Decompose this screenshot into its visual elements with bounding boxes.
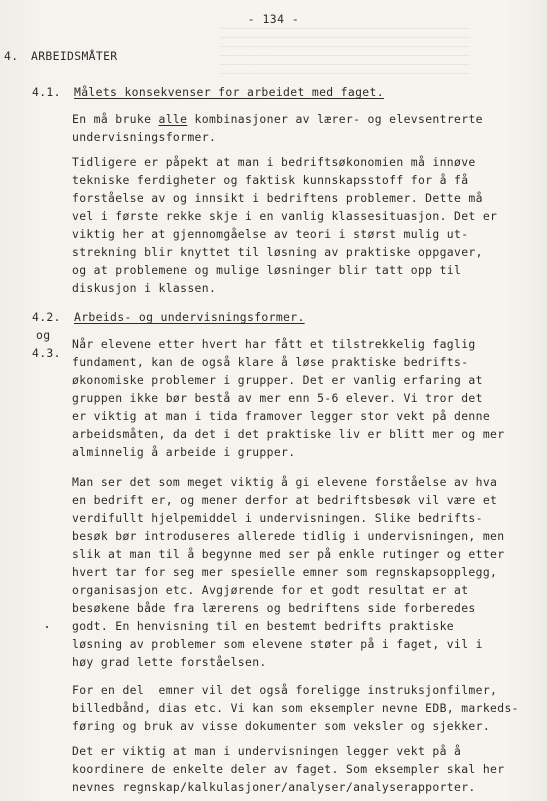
paragraph-line: en bedrift er, og mener derfor at bedriftsbesøk vil være et [72, 493, 498, 507]
paragraph-line: Det er viktig at man i undervisningen legger vekt på å [72, 744, 462, 758]
section-number: 4. [4, 49, 19, 63]
paragraph-line: Når elevene etter hvert har fått et tilstrekkelig faglig [72, 337, 476, 351]
subsection-number-4-1: 4.1. [32, 85, 61, 99]
paragraph-line: strekning blir knyttet til løsning av praktiske oppgaver, [72, 245, 483, 259]
paragraph-line: høy grad lette forståelsen. [72, 655, 267, 669]
page-number: - 134 - [247, 12, 300, 26]
paragraph-line: gruppen ikke bør bestå av mer enn 5-6 elever. Vi tror det [72, 391, 483, 405]
paragraph-line: føring og bruk av visse dokumenter som veksler og sjekker. [72, 719, 491, 733]
text-segment: kombinasjoner av lærer- og elevsentrerte [187, 112, 483, 126]
paragraph-line: besøk bør introduseres allerede tidlig i undervisningen, men [72, 529, 505, 543]
paragraph-line: er viktig at man i tida framover legger stor vekt på denne [72, 409, 491, 423]
bleed-through-text [220, 28, 470, 78]
paragraph-line: undervisningsformer. [72, 130, 217, 144]
paragraph-line: verdifullt hjelpemiddel i undervisningen. Slike bedrifts- [72, 511, 483, 525]
paragraph-line: For en del emner vil det også foreligge instruksjonfilmer, [72, 683, 498, 697]
paragraph-line: organisasjon etc. Avgjørende for et godt resultat er at [72, 583, 469, 597]
paragraph-line: Man ser det som meget viktig å gi elevene forståelse av hva [72, 475, 498, 489]
paragraph-line: Tidligere er påpekt at man i bedriftsøkonomien må innøve [72, 155, 476, 169]
paragraph-line: billedbånd, dias etc. Vi kan som eksempler nevne EDB, markeds- [72, 701, 519, 715]
text-segment: En må bruke [72, 112, 159, 126]
margin-mark [46, 626, 48, 628]
subsection-number-4-3: 4.3. [32, 346, 61, 360]
paragraph-line: alminnelig å arbeide i grupper. [72, 445, 296, 459]
subsection-number-4-2: 4.2. [32, 310, 61, 324]
paragraph-line: hvert tar for seg mer spesielle emner som regnskapsopplegg, [72, 565, 498, 579]
paragraph-line: tekniske ferdigheter og faktisk kunnskapsstoff for å få [72, 173, 469, 187]
paragraph-line: nevnes regnskap/kalkulasjoner/analyser/analyserapporter. [72, 780, 476, 794]
subsection-title-4-2: Arbeids- og undervisningsformer. [74, 310, 305, 324]
paragraph-line: løsning av problemer som elevene støter på i faget, vil i [72, 637, 483, 651]
paragraph-line: og at problemene og mulige løsninger blir tatt opp til [72, 263, 462, 277]
subsection-connector: og [36, 328, 51, 342]
paragraph-line: koordinere de enkelte deler av faget. Som eksempler skal her [72, 762, 505, 776]
subsection-title-4-1: Målets konsekvenser for arbeidet med faget. [74, 85, 384, 99]
emphasized-word: alle [158, 112, 188, 126]
paragraph-line: arbeidsmåten, da det i det praktiske liv er blitt mer og mer [72, 427, 505, 441]
paragraph-line: slik at man til å begynne med ser på enkle rutinger og etter [72, 547, 505, 561]
paragraph-line [72, 113, 483, 126]
paragraph-line: besøkene både fra lærerens og bedriftens side forberedes [72, 601, 476, 615]
paragraph-line: forståelse av og innsikt i bedriftens problemer. Dette må [72, 191, 483, 205]
paragraph-line: økonomiske problemer i grupper. Det er vanlig erfaring at [72, 373, 483, 387]
paragraph-line: diskusjon i klassen. [72, 281, 217, 295]
paragraph-line: vel i første rekke skje i en vanlig klassesituasjon. Det er [72, 209, 498, 223]
section-title: ARBEIDSMÅTER [31, 49, 118, 63]
paragraph-line: godt. En henvisning til en bestemt bedrifts praktiske [72, 619, 455, 633]
paragraph-line: viktig her at gjennomgåelse av teori i størst mulig ut- [72, 227, 469, 241]
paragraph-line: fundament, kan de også klare å løse praktiske bedrifts- [72, 355, 469, 369]
